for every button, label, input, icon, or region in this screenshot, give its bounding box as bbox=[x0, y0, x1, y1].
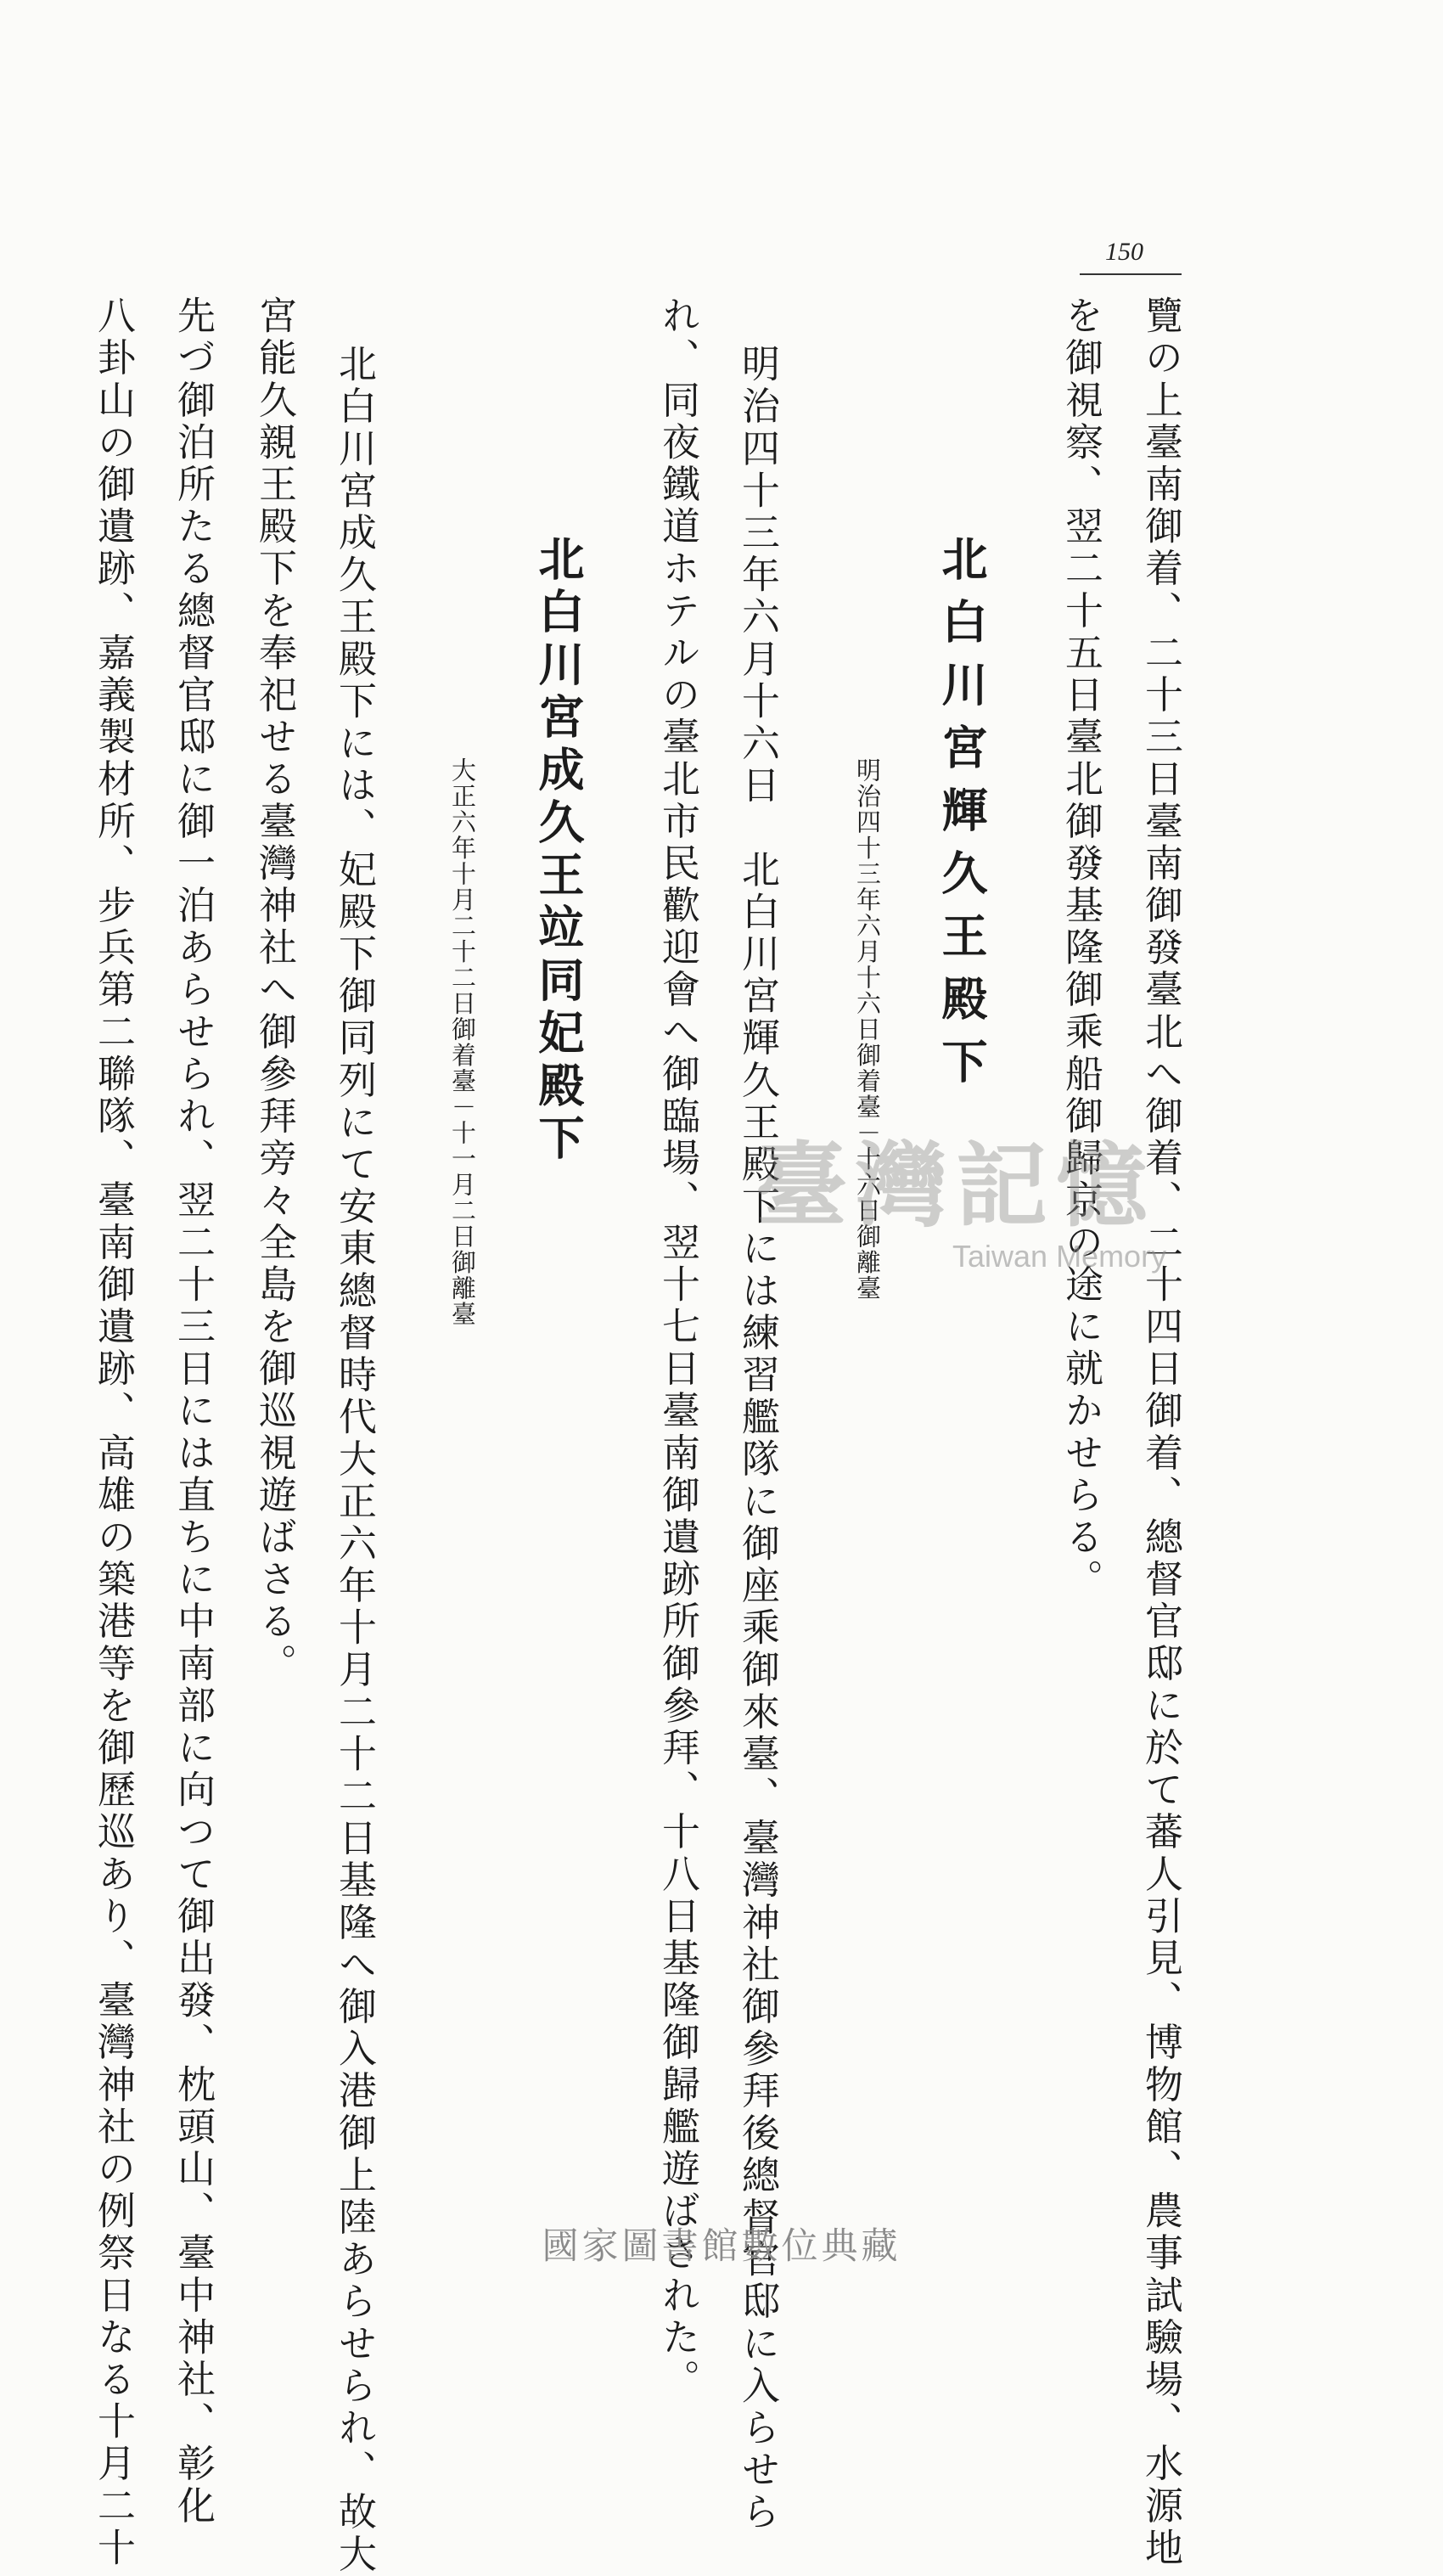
page-number-rule bbox=[1080, 273, 1182, 275]
text-column-8: 八卦山の御遺跡、嘉義製材所、步兵第二聯隊、臺南御遺跡、高雄の築港等を御歷巡あり、臺灣神社の例祭日なる十月二十 bbox=[91, 295, 136, 2570]
text-column-1: 覽の上臺南御着、二十三日臺南御發臺北へ御着、二十四日御着、總督官邸に於て蕃人引見、博物館、農事試驗場、水源地 bbox=[1138, 295, 1183, 2570]
text-column-6: 宮能久親王殿下を奉祀せる臺灣神社へ御參拜旁々全島を御巡視遊ばさる。 bbox=[252, 295, 297, 1685]
watermark-chars: 臺灣記憶 bbox=[755, 1133, 1157, 1240]
section-date-teruhisa: 明治四十三年六月十六日御着臺－十六日御離臺 bbox=[853, 757, 882, 1302]
section-title-teruhisa: 北白川宮輝久王殿下 bbox=[935, 535, 989, 1100]
text-column-7: 先づ御泊所たる總督官邸に御一泊あらせられ、翌二十三日には直ちに中南部に向つて御出發、枕頭山、臺中神社、彰化 bbox=[171, 295, 216, 2528]
text-column-2: を御視察、翌二十五日臺北御發基隆御乘船御歸京の途に就かせらる。 bbox=[1058, 295, 1103, 1601]
section-title-naruhisa: 北白川宮成久王竝同妃殿下 bbox=[531, 535, 586, 1167]
text-column-3: 明治四十三年六月十六日 北白川宮輝久王殿下には練習艦隊に御座乘御來臺、臺灣神社御參拜後總督官邸に入らせら bbox=[735, 344, 780, 2534]
text-column-4: れ、同夜鐵道ホテルの臺北市民歡迎會へ御臨場、翌十七日臺南御遺跡所御參拜、十八日基隆御歸艦遊ばされた。 bbox=[655, 295, 700, 2401]
footer-archive-mark: 國家圖書館數位典藏 bbox=[542, 2225, 901, 2268]
watermark-latin: Taiwan Memory bbox=[952, 1239, 1167, 1274]
section-date-naruhisa: 大正六年十月二十二日御着臺－十一月二日御離臺 bbox=[448, 757, 477, 1327]
page-number: 150 bbox=[1105, 238, 1143, 266]
watermark bbox=[755, 1112, 1166, 1274]
text-column-5: 北白川宮成久王殿下には、妃殿下御同列にて安東總督時代大正六年十月二十二日基隆へ御入港御上陸あらせられ、故大 bbox=[332, 344, 377, 2576]
